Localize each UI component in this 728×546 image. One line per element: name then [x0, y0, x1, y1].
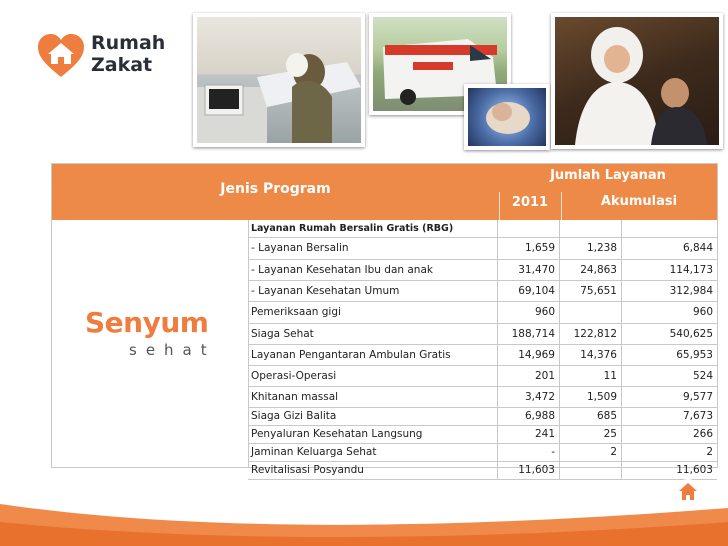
- value-2011: 188,714: [498, 324, 560, 344]
- service-table: [51, 163, 718, 476]
- value-2011: -: [498, 444, 560, 461]
- row-label: Siaga Gizi Balita: [248, 408, 498, 425]
- value-2011: 1,659: [498, 238, 560, 259]
- table-row: [248, 408, 717, 426]
- value-2011-b: 75,651: [560, 281, 622, 301]
- value-akumulasi: 960: [692, 306, 713, 318]
- header-akumulasi: Akumulasi: [600, 194, 678, 209]
- row-label: Pemeriksaan gigi: [248, 302, 498, 323]
- logo-line2: Zakat: [91, 54, 153, 76]
- house-heart-icon: [36, 33, 86, 79]
- table-row: [248, 220, 717, 238]
- value-2011: 11,603: [498, 462, 560, 479]
- logo-line1: Rumah: [91, 32, 166, 54]
- row-label: - Layanan Kesehatan Ibu dan anak: [248, 260, 498, 280]
- value-akumulasi: 312,984: [669, 285, 713, 297]
- header-jenis-program: Jenis Program: [220, 181, 331, 197]
- rumah-zakat-logo: [36, 30, 176, 80]
- value-2011-b: 25: [560, 426, 622, 443]
- brand-sub: sehat: [129, 341, 216, 359]
- value-2011-b: 2: [560, 444, 622, 461]
- table-row: [248, 387, 717, 408]
- value-akumulasi: 11,603: [676, 464, 713, 476]
- header-year: 2011: [511, 195, 549, 210]
- value-2011: 201: [498, 366, 560, 386]
- value-2011: [498, 220, 560, 237]
- value-akumulasi: 114,173: [669, 264, 713, 276]
- value-2011: 31,470: [498, 260, 560, 280]
- row-label: Layanan Pengantaran Ambulan Gratis: [248, 345, 498, 365]
- row-label: Penyaluran Kesehatan Langsung: [248, 426, 498, 443]
- value-akumulasi: 524: [692, 370, 713, 382]
- value-akumulasi: 7,673: [682, 410, 713, 422]
- row-label: Layanan Rumah Bersalin Gratis (RBG): [248, 220, 498, 237]
- value-akumulasi: 540,625: [669, 328, 713, 340]
- brand-name: Senyum: [85, 306, 209, 339]
- table-body: [248, 220, 717, 480]
- value-2011: 14,969: [498, 345, 560, 365]
- value-akumulasi: 266: [692, 428, 713, 440]
- table-row: [248, 426, 717, 444]
- header-jumlah-layanan: Jumlah Layanan: [550, 168, 666, 183]
- value-2011: 241: [498, 426, 560, 443]
- row-label: Khitanan massal: [248, 387, 498, 407]
- photo-mother-child: [551, 13, 723, 149]
- value-2011-b: 1,238: [560, 238, 622, 259]
- row-label: - Layanan Bersalin: [248, 238, 498, 259]
- value-2011: 6,988: [498, 408, 560, 425]
- value-2011-b: 24,863: [560, 260, 622, 280]
- value-2011-b: 685: [560, 408, 622, 425]
- footer-swoosh: [0, 470, 728, 546]
- value-akumulasi: 9,577: [682, 391, 713, 403]
- value-2011-b: [560, 220, 622, 237]
- senyum-sehat-logo: [52, 220, 249, 467]
- table-row: [248, 238, 717, 260]
- value-2011: 960: [498, 302, 560, 323]
- photo-ultrasound: [193, 13, 365, 147]
- table-row: [248, 260, 717, 281]
- house-icon: [674, 478, 702, 506]
- value-2011-b: 1,509: [560, 387, 622, 407]
- value-2011-b: [560, 302, 622, 323]
- value-2011-b: 122,812: [560, 324, 622, 344]
- value-2011: 3,472: [498, 387, 560, 407]
- table-row: [248, 366, 717, 387]
- table-row: [248, 281, 717, 302]
- value-akumulasi: 2: [706, 446, 713, 458]
- value-2011-b: 11: [560, 366, 622, 386]
- table-row: [248, 444, 717, 462]
- value-akumulasi: [622, 220, 717, 237]
- row-label: Operasi-Operasi: [248, 366, 498, 386]
- table-row: [248, 324, 717, 345]
- table-row: [248, 345, 717, 366]
- photo-baby: [464, 84, 550, 150]
- row-label: Revitalisasi Posyandu: [248, 462, 498, 479]
- row-label: - Layanan Kesehatan Umum: [248, 281, 498, 301]
- table-header: [52, 164, 717, 220]
- row-label: Siaga Sehat: [248, 324, 498, 344]
- table-row: [248, 302, 717, 324]
- row-label: Jaminan Keluarga Sehat: [248, 444, 498, 461]
- value-akumulasi: 6,844: [682, 242, 713, 254]
- value-akumulasi: 65,953: [676, 349, 713, 361]
- value-2011: 69,104: [498, 281, 560, 301]
- value-2011-b: 14,376: [560, 345, 622, 365]
